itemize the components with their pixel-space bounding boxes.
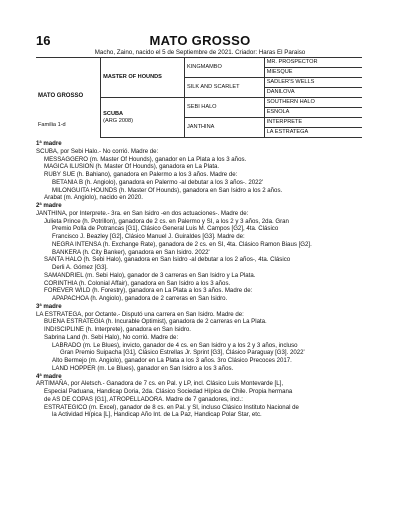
pedigree-subject-cell <box>36 58 101 138</box>
pedigree-dam-note: (ARG 2008) <box>103 117 134 124</box>
record-line: BETANIA B (h. Angiolo), ganadora en Palermo -al debutar a los 3 años-. 2022' <box>52 178 264 186</box>
pedigree-g4-7: INTERPRETE <box>264 118 362 128</box>
record-line: Premio Polla de Potrancas [G1], Clásico General Luis M. Campos [G2], 4ta. Clásico <box>52 225 279 233</box>
pedigree-dam-cell <box>101 98 185 138</box>
record-line: RUBY SUE (h. Bahiano), ganadora en Palermo a los 3 años. Madre de: <box>44 171 238 178</box>
record-line: CORINTHIA (h. Colonial Affair), ganadora en San Isidro a los 3 años. <box>44 279 231 287</box>
pedigree-g4-6: ESNOLA <box>264 108 362 118</box>
record-line: APAPACHOA (h. Angiolo), ganadora de 2 carreras en San Isidro. <box>52 295 228 302</box>
pedigree-sire-dam: SILK AND SCARLET <box>185 78 265 98</box>
record-line: MILONGUITA HOUNDS (h. Master Of Hounds), ganadora en San Isidro a los 2 años. <box>52 186 283 194</box>
pedigree-g4-8: LA ESTRATEGA <box>264 128 362 138</box>
pedigree-g4-1: MR. PROSPECTOR <box>264 58 362 68</box>
record-line: LA ESTRATEGA, por Octante.- Disputó una carrera en San Isidro. Madre de: <box>36 310 244 318</box>
record-line: Alto Bermejo (m. Angiolo), ganador en La Plata a los 3 años. 3ro Clásico Precoces 2017. <box>52 357 292 364</box>
record-line: Derli A. Gómez [G3]. <box>52 264 108 271</box>
record-line: Sabrina Land (h. Sebi Halo), No corrió. Madre de: <box>44 333 179 341</box>
record-line: MESSAGGERO (m. Master Of Hounds), ganador en La Plata a los 3 años. <box>44 155 247 163</box>
record-line: de AS DE COPAS [G1], ATROPELLADORA. Madre de 7 ganadores, incl.: <box>44 395 243 403</box>
record-line: Arabat (m. Angiolo), nacido en 2020. <box>44 194 143 202</box>
record-line: SCUBA, por Sebi Halo.- No corrió. Madre de: <box>36 147 159 155</box>
record-line: BANKERA (h. City Banker), ganadora en San Isidro. 2022' <box>52 248 210 256</box>
record-line: FOREVER WILD (h. Forestry), ganadora en La Plata a los 3 años. Madre de: <box>44 287 253 295</box>
record-line: MAGICA ILUSION (h. Master Of Hounds), ganadora en La Plata. <box>44 163 220 171</box>
record-line: la Actividad Hípica [L], Handicap Año Int. de La Paz, Handicap Polar Star, etc. <box>52 411 262 419</box>
pedigree-dam-sire: SEBI HALO <box>185 98 265 118</box>
pedigree-sire-sire: KINGMAMBO <box>185 58 265 78</box>
record-line: LABRADO (m. Le Blues), invicto, ganador de 4 cs. en San Isidro y a los 2 y 3 años, incluso <box>52 341 298 349</box>
pedigree-g4-5: SOUTHERN HALO <box>264 98 362 108</box>
record-line: Especial Paduana, Handicap Doria, 2da. Clásico Sociedad Hípica de Chile. Propia hermana <box>44 388 293 395</box>
pedigree-sire: MASTER OF HOUNDS <box>101 58 185 98</box>
record-line: Francisco J. Beazley [G2], Clásico Manuel J. Guiraldes [G3]. Madre de: <box>52 233 245 240</box>
pedigree-subject: MATO GROSSO <box>38 93 84 100</box>
horse-name: MATO GROSSO <box>149 33 251 48</box>
record-line: NEGRA INTENSA (h. Exchange Rate), ganadora de 2 cs. en SI, 4ta. Clásico Ramon Biaus [G2]. <box>52 240 312 248</box>
pedigree-g4-2: MIESQUE <box>264 68 362 78</box>
family-label: Familia 1-d <box>38 122 66 129</box>
record-line: LAND HOPPER (m. Le Blues), ganador en San Isidro a los 3 años. <box>52 364 234 372</box>
record-line: ARTIMAÑA, por Aletsch.- Ganadora de 7 cs. en Pal. y LP, incl. Clásico Luis Montevarde [L], <box>36 380 284 388</box>
section-heading: 1ª madre <box>36 140 62 147</box>
lot-number: 16 <box>36 33 51 48</box>
horse-subtitle: Macho, Zaino, nacido el 5 de Septiembre de 2021. Criador: Haras El Paraiso <box>94 49 306 56</box>
record-line: Gran Premio Suipacha [G1], Clásico Estrellas Jr. Sprint [G3], Clásico Paraguay [G3]. 2022' <box>60 349 305 357</box>
pedigree-dam-dam: JANTHINA <box>185 118 265 138</box>
record-line: Julieta Prince (h. Potrillon), ganadora de 2 cs. en Palermo y SI, a los 2 y 3 años, 2da. Gran <box>44 217 289 225</box>
section-heading: 2ª madre <box>36 202 62 209</box>
record-line: SAMANDRIEL (m. Sebi Halo), ganador de 3 carreras en San Isidro y La Plata. <box>44 271 256 279</box>
record-line: SANTA HALO (h. Sebi Halo), ganadora en San Isidro -al debutar a los 2 años-, 4ta. Clásico <box>44 256 291 264</box>
record-line: ESTRATEGICO (m. Excel), ganador de 8 cs. en Pal. y SI, incluso Clásico Instituto Nacional de <box>44 403 299 411</box>
section-heading: 3ª madre <box>36 302 62 310</box>
record-line: INDISCIPLINE (h. Interprete), ganadora en San Isidro. <box>44 326 191 333</box>
pedigree-g4-4: DANILOVA <box>264 88 362 98</box>
record-line: JANTHINA, por Interprete.- 3ra. en San Isidro -en dos actuaciones-. Madre de: <box>36 209 249 217</box>
produce-record <box>36 140 366 419</box>
record-line: BUENA ESTRATEGIA (h. Incurable Optimist), ganadora de 2 carreras en La Plata. <box>44 318 267 326</box>
pedigree-g4-3: SADLER'S WELLS <box>264 78 362 88</box>
pedigree-dam: SCUBA <box>103 110 124 117</box>
section-heading: 4ª madre <box>36 372 62 380</box>
pedigree-table <box>36 57 362 138</box>
